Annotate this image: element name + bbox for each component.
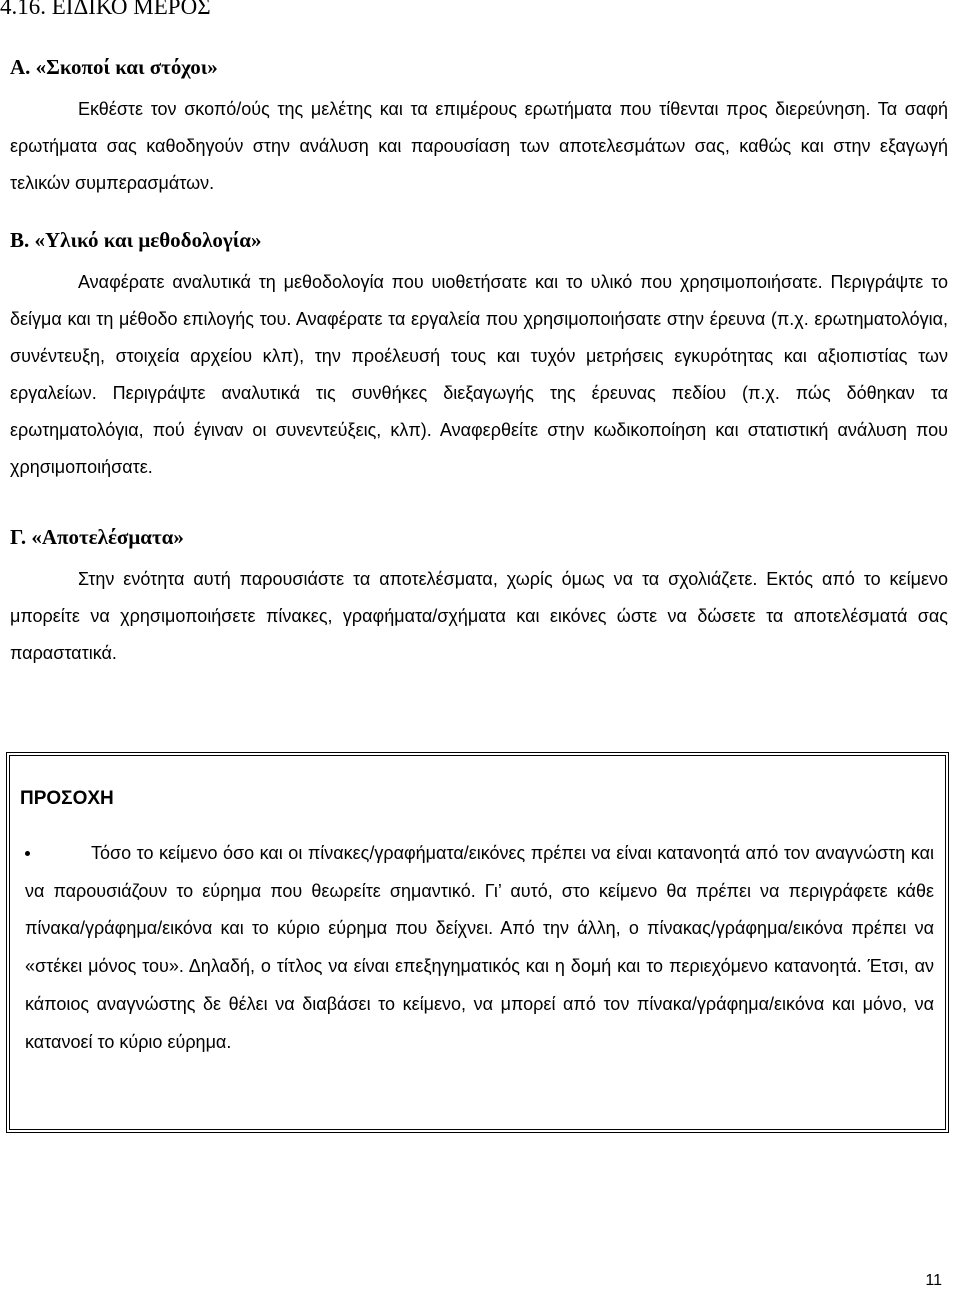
notice-text: Τόσο το κείμενο όσο και οι πίνακες/γραφήματα/εικόνες πρέπει να είναι κατανοητά από τον αναγνώστη και να παρουσιάζουν το εύρημα που θεωρείτε σημαντικό. Γι’ αυτό, στο κείμενο θα πρέπει να περιγράφετε κάθε πίνακα/γράφημα/εικόνα και το κύριο εύρημα που δείχνει. Από την άλλη, ο πίνακας/γράφημα/εικόνα πρέπει να «στέκει μόνος του». Δηλαδή, ο τίτλος να είναι επεξηγηματικός και η δομή και το περιεχόμενο κατανοητά. Έτσι, αν κάποιος αναγνώστης δε θέλει να διαβάσει το κείμενο, να μπορεί από τον πίνακα/γράφημα/εικόνα και μόνο, να κατανοεί το κύριο εύρημα.: [25, 843, 934, 1052]
section-heading-results: Γ. «Αποτελέσματα»: [10, 525, 184, 549]
section-heading-aims: Α. «Σκοποί και στόχοι»: [10, 55, 218, 79]
notice-title: ΠΡΟΣΟΧΗ: [20, 788, 114, 809]
section-heading-methodology: Β. «Υλικό και μεθοδολογία»: [10, 228, 262, 252]
section-text-results: Στην ενότητα αυτή παρουσιάστε τα αποτελέσματα, χωρίς όμως να τα σχολιάζετε. Εκτός από το κείμενο μπορείτε να χρησιμοποιήσετε πίνακες, γραφήματα/σχήματα και εικόνες ώστε να δώσετε τα αποτελέσματά σας παραστατικά.: [10, 569, 948, 663]
page-title: 4.16. ΕΙΔΙΚΟ ΜΕΡΟΣ: [0, 0, 211, 19]
section-text-aims: Εκθέστε τον σκοπό/ούς της μελέτης και τα επιμέρους ερωτήματα που τίθενται προς διερεύνηση. Τα σαφή ερωτήματα σας καθοδηγούν στην ανάλυση και παρουσίαση των αποτελεσμάτων σας, καθώς και στην εξαγωγή τελικών συμπερασμάτων.: [10, 99, 948, 193]
section-text-methodology: Αναφέρατε αναλυτικά τη μεθοδολογία που υιοθετήσατε και το υλικό που χρησιμοποιήσατε. Περιγράψτε το δείγμα και τη μέθοδο επιλογής του. Αναφέρατε τα εργαλεία που χρησιμοποιήσατε στην έρευνα (π.χ. ερωτηματολόγια, συνέντευξη, στοιχεία αρχείου κλπ), την προέλευσή τους και τυχόν μετρήσεις εγκυρότητας και αξιοπιστίας των εργαλείων. Περιγράψτε αναλυτικά τις συνθήκες διεξαγωγής της έρευνας πεδίου (π.χ. πώς δόθηκαν τα ερωτηματολόγια, πού έγιναν οι συνεντεύξεις, κλπ). Αναφερθείτε στην κωδικοποίηση και στατιστική ανάλυση που χρησιμοποιήσατε.: [10, 272, 948, 477]
page-number: 11: [925, 1272, 942, 1289]
